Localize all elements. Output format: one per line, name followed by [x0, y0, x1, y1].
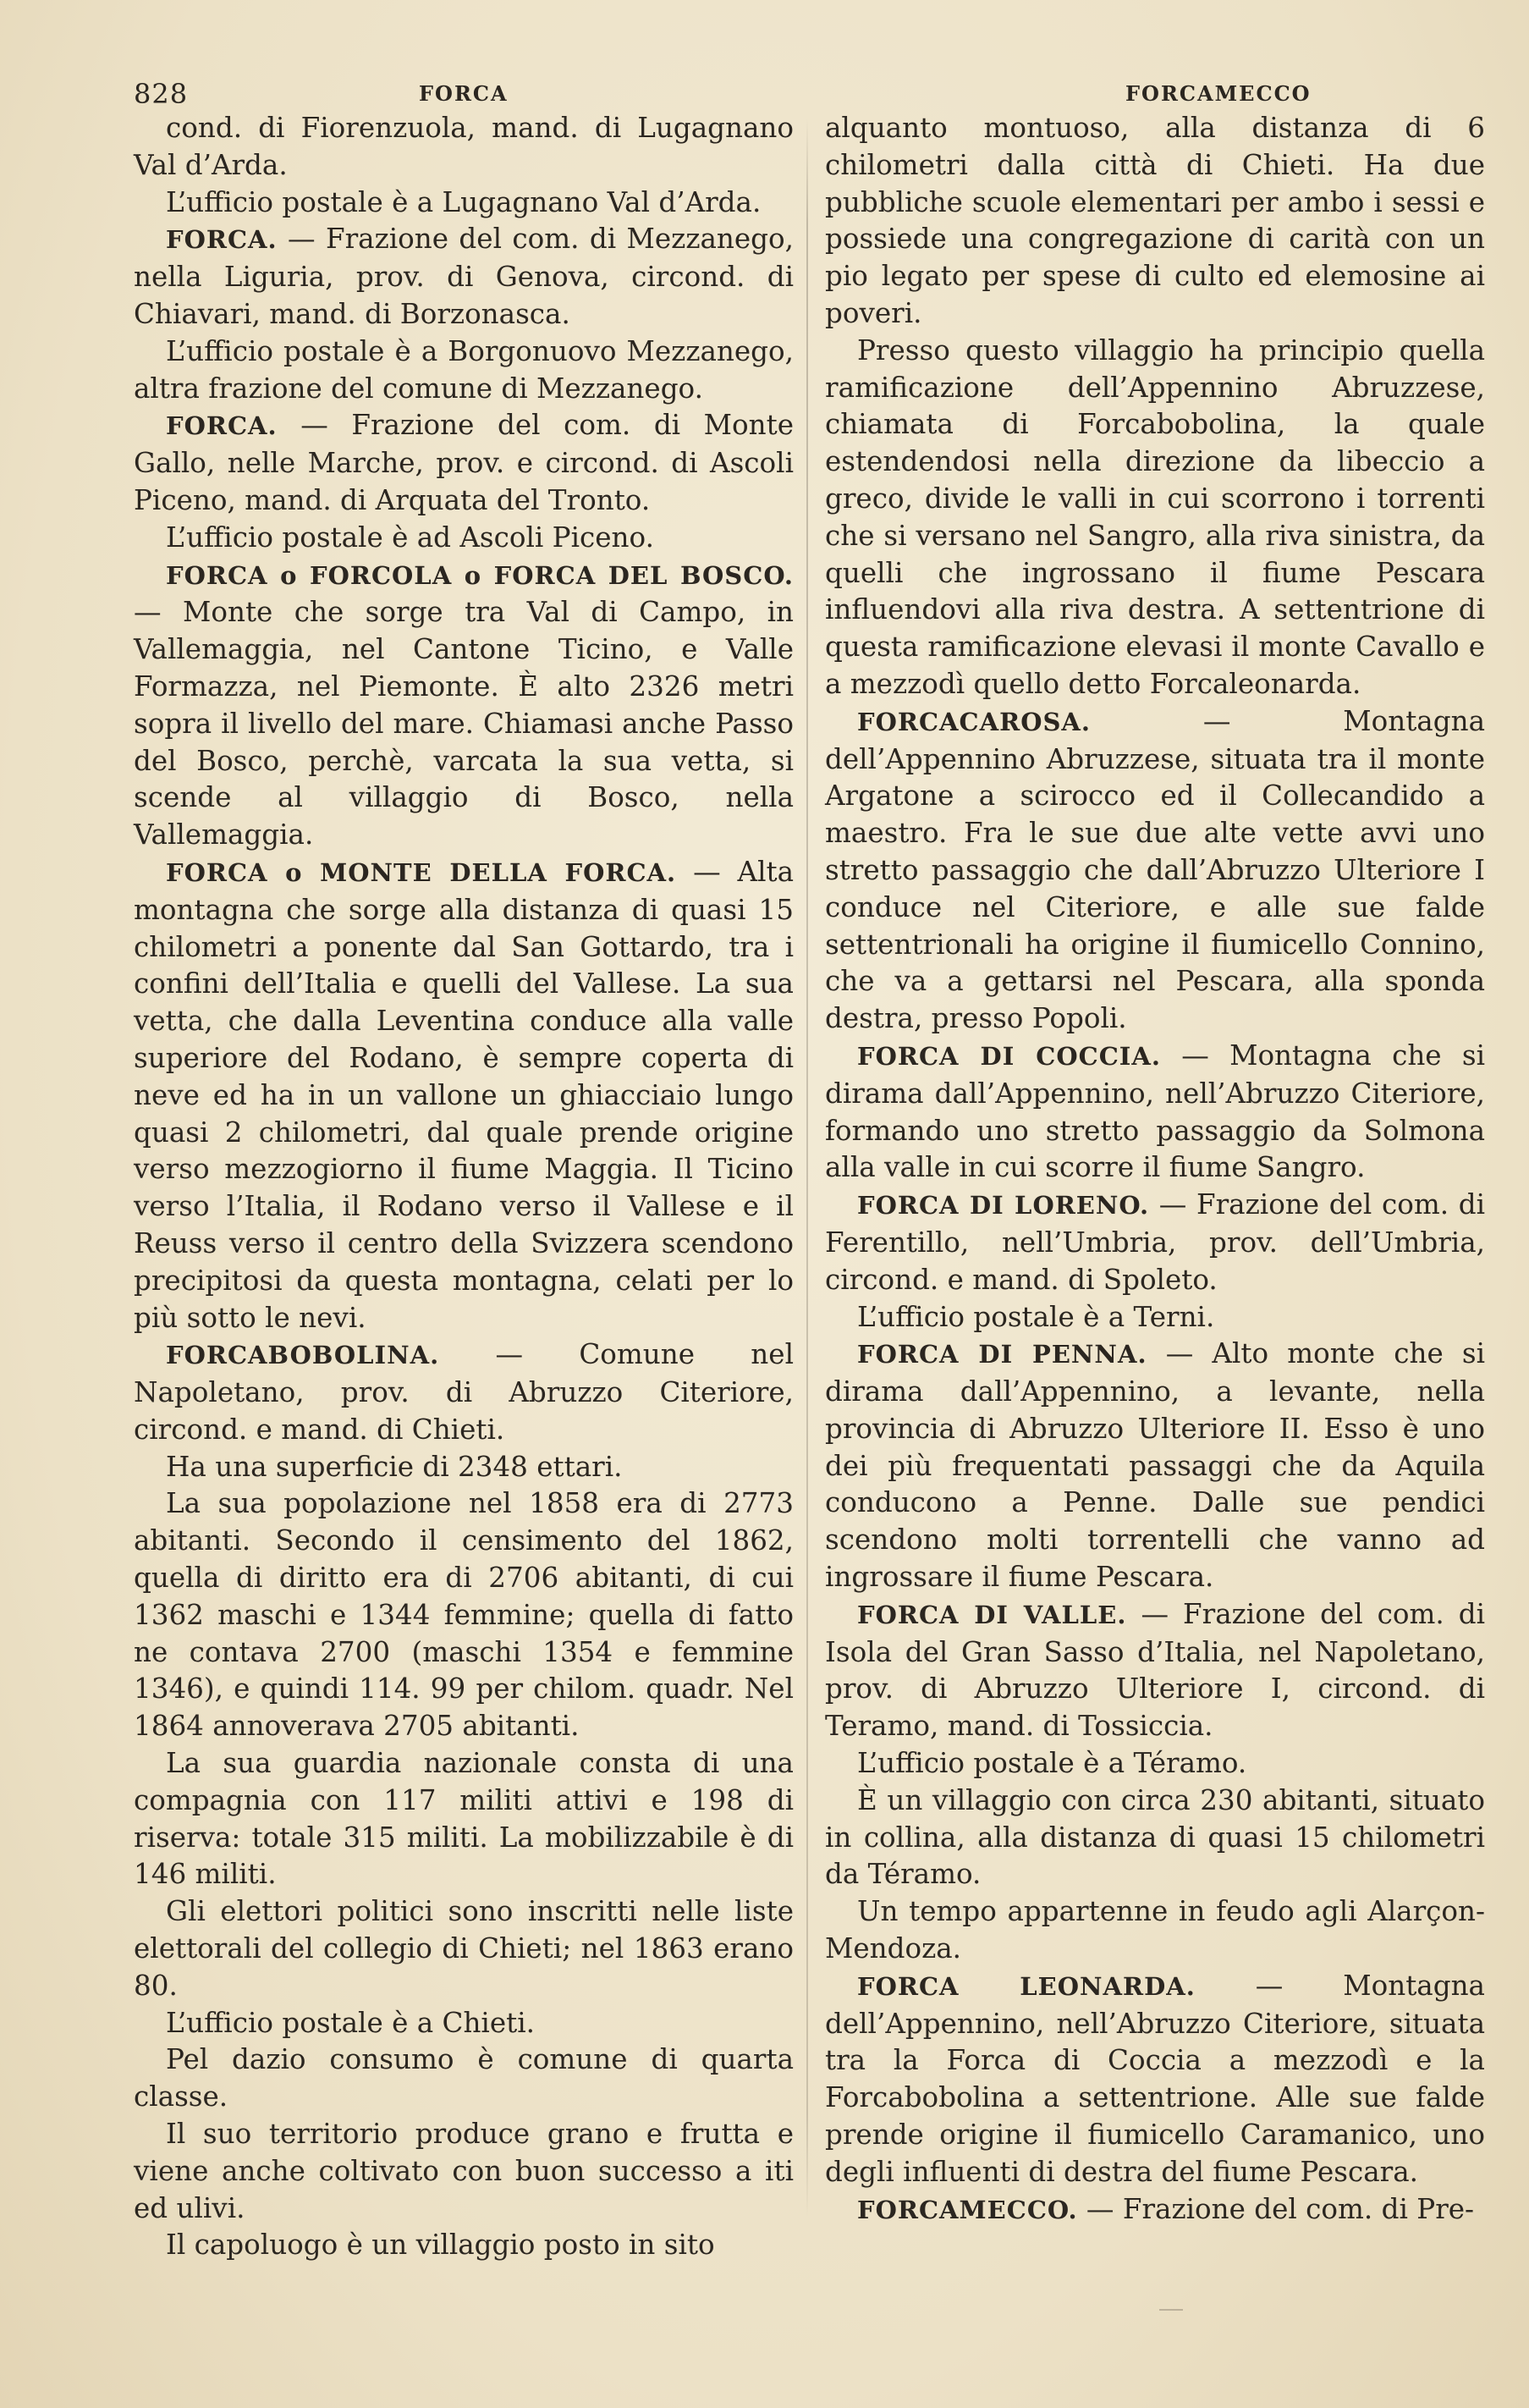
dictionary-entry [825, 1596, 1485, 1745]
entry-text: — Montagna che si dirama dall’Appennino, nell’Abruzzo Citeriore, formando uno stretto passaggio da Solmona alla valle in cui scorre il fiume Sangro. [825, 1039, 1486, 1184]
dictionary-entry [134, 221, 794, 333]
left-column [134, 110, 794, 2264]
right-column [825, 110, 1485, 2229]
entry-text: — Frazione del com. di Monte Gallo, nelle Marche, prov. e circond. di Ascoli Piceno, mand. di Arquata del Tronto. [134, 409, 794, 516]
entry-headword: FORCA DI LORENO. [857, 1191, 1150, 1221]
paragraph [134, 2042, 794, 2116]
paragraph [134, 2227, 794, 2264]
entry-text: Presso questo villaggio ha principio quella ramificazione dell’Appennino Abruzzese, chiamata di Forcabobolina, la quale estendendosi nella direzione da libeccio a greco, divide le valli in cui scorrono i torrenti che si versano nel Sangro, alla riva sinistra, da quelli che ingrossano il fiume Pescara influendovi alla riva destra. A settentrione di questa ramificazione elevasi il monte Cavallo e a mezzodì quello detto Forcaleonarda. [825, 333, 1485, 700]
dictionary-entry [825, 1336, 1485, 1596]
entry-text: L’ufficio postale è a Téramo. [857, 1747, 1247, 1780]
paragraph [825, 110, 1485, 333]
entry-text: L’ufficio postale è a Chieti. [166, 2006, 536, 2039]
left-running-head: FORCA [419, 81, 509, 106]
page-header [0, 78, 1529, 112]
entry-text: — Frazione del com. di Pre- [1086, 2192, 1475, 2225]
paragraph [134, 520, 794, 557]
entry-text: cond. di Fiorenzuola, mand. di Lugagnano Val d’Arda. [134, 112, 794, 181]
entry-text: — Montagna dell’Appennino, nell’Abruzzo Citeriore, situata tra la Forca di Coccia a mezzodì e la Forcabobolina a settentrione. Alle sue falde prende origine il fiumicello Caramanico, uno degli influenti di destra del fiume Pescara. [825, 1969, 1485, 2188]
dictionary-entry [825, 1187, 1485, 1298]
paragraph [825, 1299, 1485, 1336]
entry-text: L’ufficio postale è a Terni. [857, 1300, 1215, 1333]
dictionary-entry [825, 1038, 1485, 1187]
entry-text: — Alto monte che si dirama dall’Appennino, a levante, nella provincia di Abruzzo Ulteriore II. Esso è uno dei più frequentati passaggi che da Aquila conducono a Penne. Dalle sue pendici scendono molti torrentelli che vanno ad ingrossare il fiume Pescara. [825, 1337, 1486, 1594]
entry-text: — Comune nel Napoletano, prov. di Abruzzo Citeriore, circond. e mand. di Chieti. [134, 1338, 794, 1446]
paragraph [825, 1745, 1485, 1783]
paragraph [134, 1893, 794, 2004]
entry-text: La sua popolazione nel 1858 era di 2773 abitanti. Secondo il censimento del 1862, quella di diritto era di 2706 abitanti, di cui 1362 maschi e 1344 femmine; quella di fatto ne contava 2700 (maschi 1354 e femmine 1346), e quindi 114. 99 per chilom. quadr. Nel 1864 annoverava 2705 abitanti. [134, 1487, 794, 1743]
dictionary-entry [825, 703, 1485, 1038]
entry-headword: FORCABOBOLINA. [166, 1341, 440, 1370]
entry-text: alquanto montuoso, alla distanza di 6 chilometri dalla città di Chieti. Ha due pubbliche scuole elementari per ambo i sessi e possiede una congregazione di carità con un pio legato per spese di culto ed elemosine ai poveri. [825, 112, 1485, 329]
page-number: 828 [134, 78, 189, 110]
paragraph [134, 2116, 794, 2227]
entry-headword: FORCAMECCO. [857, 2195, 1078, 2224]
entry-text: Il suo territorio produce grano e frutta e viene anche coltivato con buon successo a iti ed ulivi. [134, 2118, 794, 2224]
entry-text: — Frazione del com. di Mezzanego, nella Liguria, prov. di Genova, circond. di Chiavari, mand. di Borzonasca. [134, 223, 794, 330]
entry-headword: FORCACAROSA. [857, 707, 1092, 736]
dictionary-entry [134, 1336, 794, 1448]
footer-mark [1159, 2309, 1183, 2311]
paragraph [134, 1449, 794, 1486]
paragraph [134, 110, 794, 185]
paragraph [825, 333, 1485, 703]
entry-text: Pel dazio consumo è comune di quarta classe. [134, 2043, 794, 2113]
entry-text: — Alta montagna che sorge alla distanza di quasi 15 chilometri a ponente dal San Gottardo, tra i confini dell’Italia e quelli del Vallese. La sua vetta, che dalla Leventina conduce alla valle superiore del Rodano, è sempre coperta di neve ed ha in un vallone un ghiacciaio lungo quasi 2 chilometri, dal quale prende origine verso mezzogiorno il fiume Maggia. Il Ticino verso l’Italia, il Rodano verso il Vallese e il Reuss verso il centro della Svizzera scendono precipitosi da questa montagna, celati per lo più sotto le nevi. [134, 855, 794, 1334]
entry-text: Un tempo appartenne in feudo agli Alarçon-Mendoza. [825, 1895, 1485, 1965]
entry-headword: FORCA o FORCOLA o FORCA DEL BOSCO. [166, 560, 794, 590]
entry-text: — Monte che sorge tra Val di Campo, in Vallemaggia, nel Cantone Ticino, e Valle Formazza, nel Piemonte. È alto 2326 metri sopra il livello del mare. Chiamasi anche Passo del Bosco, perchè, varcata la sua vetta, si scende al villaggio di Bosco, nella Vallemaggia. [134, 596, 794, 851]
entry-text: L’ufficio postale è ad Ascoli Piceno. [166, 521, 654, 554]
paragraph [825, 1783, 1485, 1893]
dictionary-entry [134, 854, 794, 1336]
entry-headword: FORCA DI PENNA. [857, 1340, 1147, 1369]
dictionary-entry [825, 1968, 1485, 2191]
entry-text: Gli elettori politici sono inscritti nelle liste elettorali del collegio di Chieti; nel 1863 erano 80. [134, 1895, 794, 2002]
dictionary-entry [134, 407, 794, 519]
right-running-head: FORCAMECCO [1125, 81, 1312, 106]
paragraph [134, 1745, 794, 1893]
entry-headword: FORCA. [166, 225, 278, 255]
paragraph [134, 1485, 794, 1745]
dictionary-entry [134, 557, 794, 854]
paragraph [134, 2005, 794, 2042]
entry-headword: FORCA LEONARDA. [857, 1971, 1196, 2001]
entry-text: — Frazione del com. di Ferentillo, nell’Umbria, prov. dell’Umbria, circond. e mand. di Spoleto. [825, 1188, 1486, 1296]
entry-text: — Frazione del com. di Isola del Gran Sasso d’Italia, nel Napoletano, prov. di Abruzzo Ulteriore I, circond. di Teramo, mand. di Tossiccia. [825, 1597, 1486, 1743]
paragraph [134, 185, 794, 222]
entry-headword: FORCA o MONTE DELLA FORCA. [166, 857, 677, 887]
entry-text: — Montagna dell’Appennino Abruzzese, situata tra il monte Argatone a scirocco ed il Collecandido a maestro. Fra le sue due alte vette avvi uno stretto passaggio che dall’Abruzzo Ulteriore I conduce nel Citeriore, e alle sue falde settentrionali ha origine il fiumicello Connino, che va a gettarsi nel Pescara, alla sponda destra, presso Popoli. [825, 704, 1485, 1035]
entry-headword: FORCA DI VALLE. [857, 1600, 1127, 1629]
entry-text: È un villaggio con circa 230 abitanti, situato in collina, alla distanza di quasi 15 chilometri da Téramo. [825, 1783, 1485, 1891]
entry-text: L’ufficio postale è a Lugagnano Val d’Arda. [166, 185, 762, 218]
entry-headword: FORCA. [166, 411, 278, 441]
entry-headword: FORCA DI COCCIA. [857, 1041, 1161, 1071]
paragraph [134, 333, 794, 408]
entry-text: L’ufficio postale è a Borgonuovo Mezzanego, altra frazione del comune di Mezzanego. [134, 334, 794, 405]
column-divider [806, 118, 808, 2218]
paragraph [825, 1893, 1485, 1968]
entry-text: La sua guardia nazionale consta di una compagnia con 117 militi attivi e 198 di riserva: totale 315 militi. La mobilizzabile è di 146 militi. [134, 1747, 794, 1891]
dictionary-entry [825, 2191, 1485, 2229]
entry-text: Ha una superficie di 2348 ettari. [166, 1450, 623, 1483]
entry-text: Il capoluogo è un villaggio posto in sito [166, 2229, 715, 2262]
